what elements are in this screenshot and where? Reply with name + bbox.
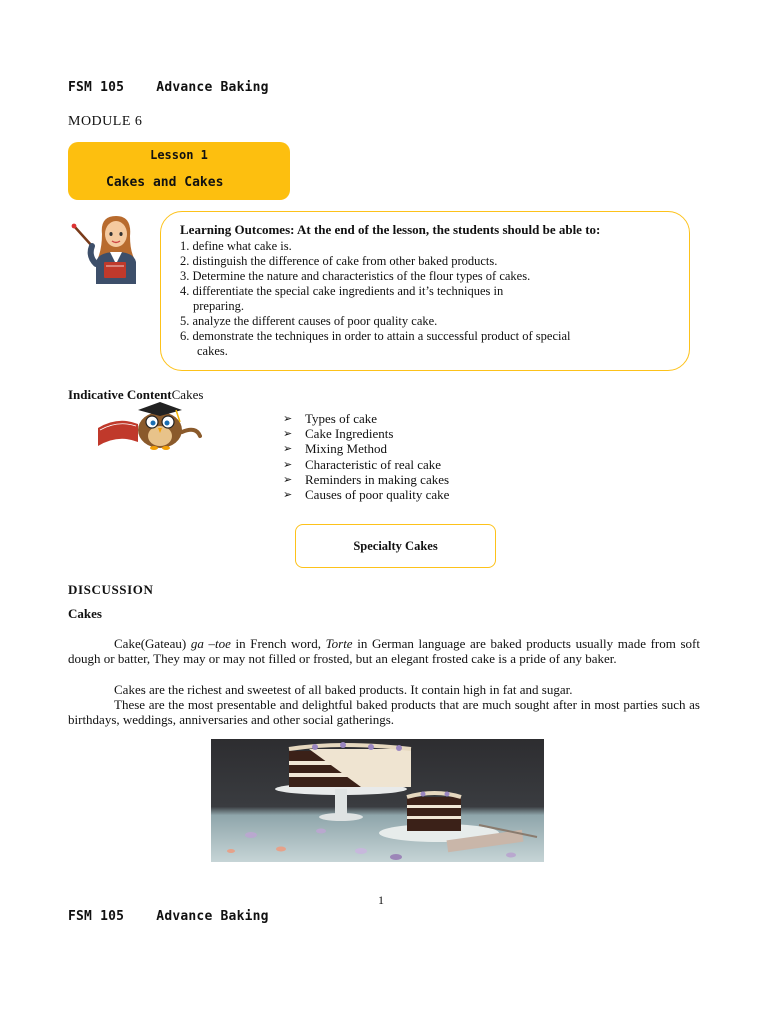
- cake-photo: [211, 739, 544, 862]
- indicative-topic: Cakes: [171, 387, 204, 402]
- indicative-content: [68, 387, 203, 403]
- list-item: ➢ Cake Ingredients: [283, 426, 394, 442]
- outcome-item: 2. distinguish the difference of cake from other baked products.: [180, 254, 498, 268]
- learning-outcomes-title: Learning Outcomes: At the end of the lesson, the students should be able to:: [180, 222, 601, 237]
- outcome-item-cont: preparing.: [193, 299, 245, 313]
- paragraph-2: Cakes are the richest and sweetest of all baked products. It contain high in fat and sugar.: [114, 682, 573, 697]
- module-label: MODULE 6: [68, 114, 143, 129]
- outcome-item: 6. demonstrate the techniques in order to attain a successful product of special: [180, 329, 571, 343]
- arrow-bullet-icon: ➢: [283, 442, 293, 456]
- arrow-bullet-icon: ➢: [283, 427, 293, 441]
- page-number: 1: [378, 893, 384, 907]
- outcome-item: 4. differentiate the special cake ingredients and it’s techniques in: [180, 284, 504, 298]
- course-title: Advance Baking: [156, 909, 269, 924]
- page-footer: [68, 909, 269, 924]
- cakes-subheading: Cakes: [68, 606, 102, 621]
- paragraph-1: Cake(Gateau) ga –toe in French word, Torte in German language are baked products usually made from soft dough or batter, They may or may not filled or frosted, but an elegant frosted cake is a pride of any baker.: [68, 636, 701, 667]
- learning-outcomes-box: [160, 211, 690, 371]
- topic-list: [283, 411, 449, 502]
- arrow-bullet-icon: ➢: [283, 487, 293, 501]
- list-item: ➢ Characteristic of real cake: [283, 456, 442, 472]
- arrow-bullet-icon: ➢: [283, 412, 293, 425]
- arrow-bullet-icon: ➢: [283, 457, 293, 471]
- specialty-cakes-box: [295, 524, 496, 568]
- outcome-item: 5. analyze the different causes of poor quality cake.: [180, 314, 438, 328]
- discussion-heading: DISCUSSION: [68, 582, 154, 597]
- list-item: ➢ Causes of poor quality cake: [283, 486, 450, 502]
- list-item: ➢ Reminders in making cakes: [283, 471, 450, 487]
- list-item: ➢ Mixing Method: [283, 441, 387, 457]
- lesson-banner: [68, 142, 290, 200]
- arrow-bullet-icon: ➢: [283, 472, 293, 486]
- indicative-label: Indicative Content: [68, 387, 172, 402]
- teacher-illustration: [70, 212, 158, 284]
- list-item: ➢ Types of cake: [283, 411, 378, 426]
- lesson-title: Cakes and Cakes: [106, 175, 224, 190]
- course-code: FSM 105: [68, 909, 125, 924]
- outcome-item: 1. define what cake is.: [180, 239, 292, 253]
- outcome-item-cont: cakes.: [197, 344, 228, 358]
- course-title: Advance Baking: [156, 80, 269, 95]
- paragraph-3: These are the most presentable and delightful baked products that are much sought after in most parties such as birthdays, weddings, anniversaries and other social gatherings.: [68, 697, 700, 728]
- specialty-cakes-label: Specialty Cakes: [353, 539, 438, 553]
- owl-illustration: [96, 402, 202, 450]
- outcome-item: 3. Determine the nature and characteristics of the flour types of cakes.: [180, 269, 531, 283]
- course-code: FSM 105: [68, 80, 125, 95]
- page-header: [68, 80, 269, 95]
- lesson-number: Lesson 1: [150, 148, 208, 162]
